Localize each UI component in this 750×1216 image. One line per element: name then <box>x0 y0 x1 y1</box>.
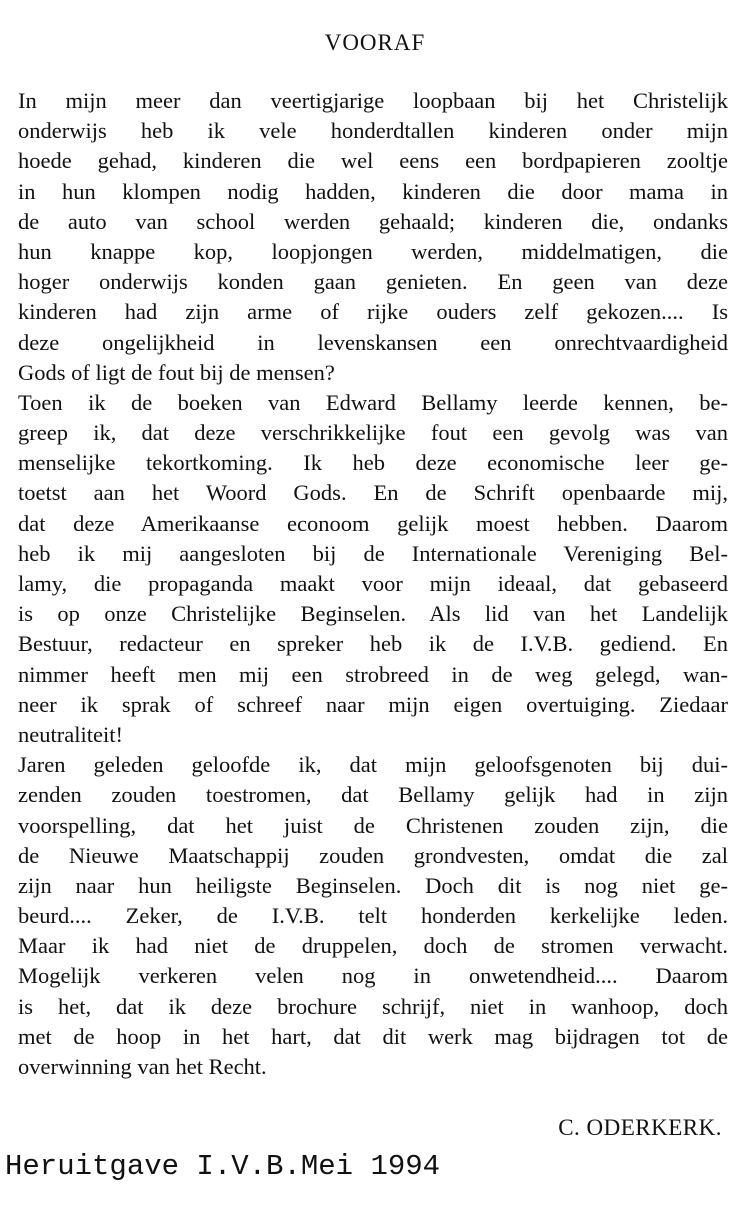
text-line: Bestuur, redacteur en spreker heb ik de I.V.B. gediend. En <box>18 631 728 657</box>
text-line: hoede gehad, kinderen die wel eens een bordpapieren zooltje <box>18 148 728 174</box>
text-line: zenden zouden toestromen, dat Bellamy gelijk had in zijn <box>18 782 728 808</box>
text-line: heb ik mij aangesloten bij de Internationale Vereniging Bel- <box>18 540 728 566</box>
text-line: beurd.... Zeker, de I.V.B. telt honderden kerkelijke leden. <box>18 903 728 929</box>
text-line: lamy, die propaganda maakt voor mijn ideaal, dat gebaseerd <box>18 571 728 596</box>
text-line: deze ongelijkheid in levenskansen een onrechtvaardigheid <box>18 329 728 355</box>
text-line: hoger onderwijs konden gaan genieten. En geen van deze <box>18 269 728 295</box>
text-line: menselijke tekortkoming. Ik heb deze economische leer ge- <box>18 450 728 476</box>
text-line: voorspelling, dat het juist de Christenen zouden zijn, die <box>18 812 728 838</box>
text-line: met de hoop in het hart, dat dit werk mag bijdragen tot de <box>18 1023 728 1049</box>
text-line: dat deze Amerikaanse econoom gelijk moest hebben. Daarom <box>18 510 728 536</box>
text-line: onderwijs heb ik vele honderdtallen kinderen onder mijn <box>18 118 728 144</box>
text-line: is het, dat ik deze brochure schrijf, niet in wanhoop, doch <box>18 993 728 1019</box>
text-line: Maar ik had niet de druppelen, doch de stromen verwacht. <box>18 933 728 959</box>
text-line: is op onze Christelijke Beginselen. Als lid van het Landelijk <box>18 601 728 627</box>
text-line: Toen ik de boeken van Edward Bellamy leerde kennen, be- <box>18 389 728 415</box>
text-line: toetst aan het Woord Gods. En de Schrift openbaarde mij, <box>18 480 728 506</box>
text-line: zijn naar hun heiligste Beginselen. Doch dit is nog niet ge- <box>18 872 728 898</box>
text-line: neutraliteit! <box>18 721 123 747</box>
text-line: overwinning van het Recht. <box>18 1054 267 1079</box>
paragraph <box>18 388 728 750</box>
text-line: nimmer heeft men mij een strobreed in de weg gelegd, wan- <box>18 661 728 687</box>
text-line: Jaren geleden geloofde ik, dat mijn geloofsgenoten bij dui- <box>18 752 728 778</box>
author-signature: C. ODERKERK. <box>558 1115 722 1140</box>
text-line: Mogelijk verkeren velen nog in onwetendheid.... Daarom <box>18 963 728 989</box>
text-line: Gods of ligt de fout bij de mensen? <box>18 359 335 385</box>
text-line: kinderen had zijn arme of rijke ouders zelf gekozen.... Is <box>18 299 728 325</box>
text-line: de auto van school werden gehaald; kinderen die, ondanks <box>18 208 728 234</box>
text-line: In mijn meer dan veertigjarige loopbaan bij het Christelijk <box>18 88 728 113</box>
paragraph <box>18 750 728 1082</box>
text-line: in hun klompen nodig hadden, kinderen die door mama in <box>18 178 728 204</box>
reissue-note: Heruitgave I.V.B.Mei 1994 <box>5 1150 441 1183</box>
paragraph <box>18 86 728 388</box>
text-line: greep ik, dat deze verschrikkelijke fout een gevolg was van <box>18 420 728 446</box>
text-line: hun knappe kop, loopjongen werden, middelmatigen, die <box>18 238 728 264</box>
page-title: VOORAF <box>324 30 426 55</box>
text-line: neer ik sprak of schreef naar mijn eigen overtuiging. Ziedaar <box>18 691 728 717</box>
text-line: de Nieuwe Maatschappij zouden grondvesten, omdat die zal <box>18 842 728 868</box>
document-body <box>18 86 728 1082</box>
